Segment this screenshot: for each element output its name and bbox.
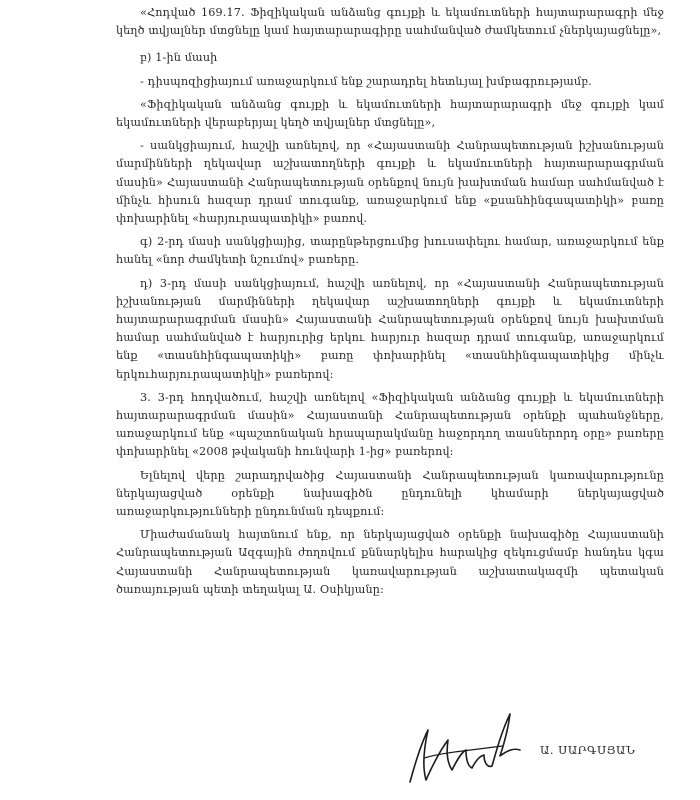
- paragraph-conclusion: Ելնելով վերը շարադրվածից Հայաստանի Հանրապետության կառավարությունը ներկայացված օրենքի նախագիծն ընդունելի կհամարի ներկայացված առաջարկությունների ընդունման դեպքում:: [116, 468, 664, 519]
- paragraph-new-wording: «Ֆիզիկական անձանց գույքի և եկամուտների հայտարարագրի մեջ գույքի կամ եկամուտների վերաբերյալ կեղծ տվյալներ մտցնելը»,: [116, 97, 664, 130]
- paragraph-sanction-1: - սանկցիայում, հաշվի առնելով, որ «Հայաստանի Հանրապետության իշխանության մարմինների ղեկավար աշխատողների գույքի և եկամուտների հայտարարագրման մասին» Հայաստանի Հանրապետության օրենքով նույն խախտման համար սահմանված է մինչև հիսուն հազար դրամ տուգանք, առաջարկում ենք «քսանհինգապատիկի» բառը փոխարինել «հարյուրապատիկի» բառով.: [116, 139, 664, 226]
- paragraph-article-3: 3. 3-րդ հոդվածում, հաշվի առնելով «Ֆիզիկական անձանց գույքի և եկամուտների հայտարարագրման մասին» Հայաստանի Հանրապետության օրենքի պահանջները, առաջարկում ենք «պաշտոնական հրապարակմանը հաջորդող տասներորդ օրը» բառերը փոխարինել «2008 թվականի հունվարի 1-ից» բառերով:: [116, 390, 664, 459]
- handwritten-signature: [404, 700, 524, 790]
- paragraph-speaker: Միաժամանակ հայտնում ենք, որ ներկայացված օրենքի նախագիծը Հայաստանի Հանրապետության Ազգային ժողովում քննարկելիս հարակից զեկուցմամբ հանդես կգա Հայաստանի Հանրապետության կառավարության աշխատակազմի պետական ծառայության պետի տեղակալ Ա. Օսիկյանը:: [116, 528, 664, 596]
- paragraph-part-3: դ) 3-րդ մասի սանկցիայում, հաշվի առնելով, որ «Հայաստանի Հանրապետության իշխանության մարմինների ղեկավար աշխատողների գույքի և եկամուտների հայտարարագրման մասին» Հայաստանի Հանրապետության օրենքով նույն խախտման համար սահմանված է հարյուրից երկու հարյուր հազար դրամ տուգանք, առաջարկում ենք «տասնհինգապատիկի» բառը փոխարինել «տասնհինգապատիկից մինչև երկուհարյուրապատիկի» բառերով:: [116, 276, 664, 381]
- signer-name: Ա. ՍԱՐԳՍՅԱՆ: [540, 743, 636, 757]
- paragraph-article-title: «Հոդված 169.17. Ֆիզիկական անձանց գույքի և եկամուտների հայտարարագրի մեջ կեղծ տվյալներ մտցնելը կամ հայտարարագիրը սահմանված ժամկետում չներկայացնելը»,: [116, 6, 664, 38]
- document-body: [116, 4, 664, 604]
- paragraph-disposition: - դիսպոզիցիայում առաջարկում ենք շարադրել հետևյալ խմբագրությամբ.: [140, 74, 592, 88]
- paragraph-part-1: բ) 1-ին մասի: [140, 51, 218, 65]
- paragraph-part-2: գ) 2-րդ մասի սանկցիայից, տարընթերցումից խուսափելու համար, առաջարկում ենք հանել «նոր ժամկետի նշումով» բառերը.: [116, 235, 664, 267]
